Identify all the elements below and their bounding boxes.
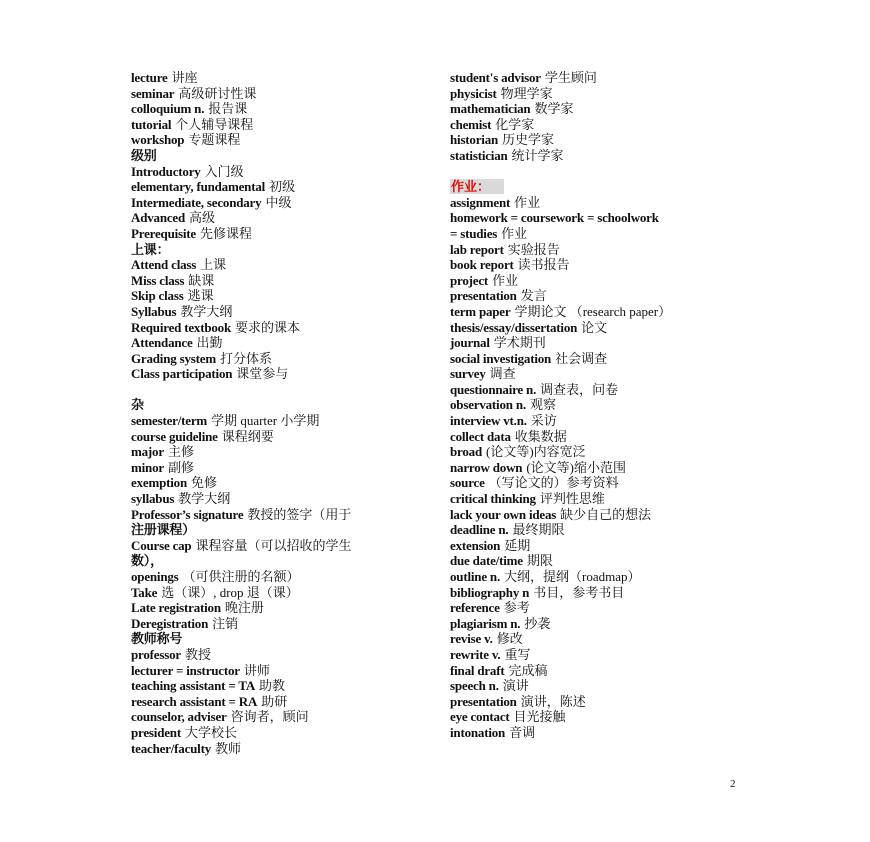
vocab-line <box>131 179 431 195</box>
vocab-line <box>450 569 750 585</box>
vocab-translation: （可供注册的名额） <box>182 569 300 584</box>
vocab-line <box>450 179 750 195</box>
vocab-line <box>450 616 750 632</box>
vocab-line <box>450 320 750 336</box>
vocab-line <box>131 117 431 133</box>
vocab-term: professor <box>131 646 181 662</box>
vocab-line <box>450 694 750 710</box>
vocab-term: 教师称号 <box>131 631 183 647</box>
vocab-translation: 晚注册 <box>224 600 264 616</box>
vocab-line <box>450 351 750 367</box>
vocab-line <box>450 242 750 258</box>
vocab-translation: 作业 <box>492 272 519 288</box>
vocab-line <box>131 101 431 117</box>
vocab-line <box>131 288 431 304</box>
vocab-line <box>450 101 750 117</box>
vocab-translation: 中级 <box>265 194 292 210</box>
vocab-term: workshop <box>131 132 185 148</box>
vocab-term: teacher/faculty <box>131 740 212 756</box>
vocab-translation: 最终期限 <box>512 522 565 538</box>
vocab-line <box>131 678 431 694</box>
vocab-term: observation n. <box>450 397 526 413</box>
vocab-term: chemist <box>450 116 492 132</box>
vocab-line <box>131 132 431 148</box>
vocab-translation: 缺少自己的想法 <box>560 506 652 522</box>
vocabulary-column-right <box>450 70 750 741</box>
vocab-term: extension <box>450 537 501 553</box>
vocab-line <box>450 86 750 102</box>
vocab-line <box>131 366 431 382</box>
vocab-line <box>131 382 431 398</box>
vocab-term: Prerequisite <box>131 225 196 241</box>
vocab-line <box>450 553 750 569</box>
vocab-line <box>450 444 750 460</box>
vocab-translation: 修改 <box>496 631 523 647</box>
vocab-line <box>131 397 431 413</box>
vocab-line <box>131 413 431 429</box>
vocab-translation: 社会调查 <box>555 350 608 366</box>
vocab-term: revise v. <box>450 631 493 647</box>
vocab-term: colloquium n. <box>131 101 205 117</box>
vocab-translation: 实验报告 <box>507 241 560 257</box>
vocab-line <box>450 397 750 413</box>
vocab-translation: 发言 <box>520 288 547 304</box>
vocab-term: social investigation <box>450 350 552 366</box>
vocab-translation: 上课 <box>200 257 227 273</box>
vocab-term: Introductory <box>131 163 201 179</box>
vocab-translation: 教师 <box>215 740 242 756</box>
vocab-term: Intermediate, secondary <box>131 194 262 210</box>
vocab-translation: 助教 <box>259 678 286 694</box>
vocab-translation: 书目，参考书目 <box>533 584 625 600</box>
vocab-translation: 先修课程 <box>200 225 253 241</box>
vocab-line <box>450 522 750 538</box>
vocab-line <box>131 725 431 741</box>
vocab-line <box>131 507 431 523</box>
vocab-term: lack your own ideas <box>450 506 557 522</box>
vocab-translation: 咨询者，顾问 <box>230 709 309 725</box>
vocab-translation: （写论文的）参考资料 <box>488 475 619 491</box>
vocab-line <box>450 70 750 86</box>
vocab-term: seminar <box>131 85 175 101</box>
vocab-translation: 延期 <box>504 537 531 553</box>
vocab-line <box>450 725 750 741</box>
vocab-translation: (论文等)内容宽泛 <box>486 444 586 460</box>
vocab-term: Deregistration <box>131 615 209 631</box>
vocab-term: term paper <box>450 303 511 319</box>
vocab-term: 杂 <box>131 397 144 413</box>
vocab-term: questionnaire n. <box>450 381 537 397</box>
vocab-translation: 学期 quarter 小学期 <box>211 413 320 429</box>
vocab-translation: 出勤 <box>196 335 223 351</box>
vocab-translation: 重写 <box>504 646 531 662</box>
vocab-translation: 作业 <box>514 194 541 210</box>
vocab-line <box>450 475 750 491</box>
vocab-translation: 高级 <box>189 210 216 226</box>
vocab-translation: 专题课程 <box>188 132 241 148</box>
vocab-term: outline n. <box>450 569 501 584</box>
vocab-line <box>131 86 431 102</box>
vocab-translation: 学术期刊 <box>493 335 546 351</box>
vocab-line <box>450 429 750 445</box>
vocab-term: physicist <box>450 85 497 101</box>
vocab-translation: 课程容量（可以招收的学生 <box>195 537 352 553</box>
vocab-term: source <box>450 475 485 491</box>
vocab-line <box>131 164 431 180</box>
vocab-term: openings <box>131 569 179 584</box>
vocab-translation: 读书报告 <box>517 257 570 273</box>
vocab-translation: 化学家 <box>495 116 535 132</box>
vocab-term: final draft <box>450 662 505 678</box>
vocab-translation: (论文等)缩小范围 <box>526 459 626 475</box>
vocab-line <box>450 413 750 429</box>
vocab-line <box>131 148 431 164</box>
vocab-line <box>131 444 431 460</box>
vocab-term: Attend class <box>131 257 197 273</box>
vocab-translation: 物理学家 <box>500 85 553 101</box>
vocab-line <box>131 242 431 258</box>
vocab-line <box>131 741 431 757</box>
vocab-line <box>450 709 750 725</box>
vocab-line <box>131 429 431 445</box>
vocab-translation: 课程纲要 <box>221 428 274 444</box>
vocab-term: counselor, adviser <box>131 709 227 725</box>
vocab-translation: 课堂参与 <box>236 366 289 382</box>
vocab-term: Professor’s signature <box>131 506 244 522</box>
vocab-line <box>450 631 750 647</box>
vocab-line <box>131 257 431 273</box>
vocab-term: Advanced <box>131 210 186 226</box>
vocab-term: lecture <box>131 70 168 85</box>
vocab-line <box>131 663 431 679</box>
vocab-term: historian <box>450 132 499 148</box>
vocab-term: Attendance <box>131 335 193 351</box>
vocab-term: teaching assistant = TA <box>131 678 256 694</box>
vocab-line <box>450 226 750 242</box>
vocab-translation: 历史学家 <box>502 132 555 148</box>
vocab-line <box>450 647 750 663</box>
vocab-line <box>131 335 431 351</box>
vocab-line <box>450 538 750 554</box>
vocab-translation: 完成稿 <box>508 662 548 678</box>
vocab-line <box>450 210 750 226</box>
vocab-term: critical thinking <box>450 491 536 507</box>
vocab-translation: 抄袭 <box>524 615 551 631</box>
vocab-term: interview vt.n. <box>450 413 527 429</box>
vocab-term: homework = coursework = schoolwork <box>450 210 659 226</box>
vocab-translation: 打分体系 <box>219 350 272 366</box>
vocab-translation: 演讲 <box>502 678 529 694</box>
vocab-term: tutorial <box>131 116 172 132</box>
vocab-translation: 调查 <box>489 366 516 382</box>
vocab-translation: 选（课）, drop 退（课） <box>161 584 299 600</box>
vocab-line <box>450 117 750 133</box>
vocab-term: Syllabus <box>131 303 177 319</box>
vocab-line <box>131 210 431 226</box>
vocab-line <box>450 663 750 679</box>
vocab-line <box>131 304 431 320</box>
vocab-translation: 入门级 <box>204 163 244 179</box>
vocab-line <box>450 164 750 180</box>
vocab-translation: 主修 <box>167 444 194 460</box>
vocab-line <box>131 709 431 725</box>
vocab-term: 级别 <box>131 147 157 163</box>
vocab-term: Grading system <box>131 350 216 366</box>
vocab-translation: 初级 <box>269 179 296 195</box>
vocab-line <box>131 569 431 585</box>
vocab-line <box>450 148 750 164</box>
vocab-translation: 高级研讨性课 <box>178 85 257 101</box>
vocab-term: narrow down <box>450 459 523 475</box>
vocab-term: major <box>131 444 164 460</box>
vocab-translation: 参考 <box>503 600 530 616</box>
vocab-line <box>450 195 750 211</box>
vocab-translation: 要求的课本 <box>235 319 301 335</box>
vocab-term: bibliography n <box>450 584 530 600</box>
vocab-term: mathematician <box>450 101 531 117</box>
vocab-term: course guideline <box>131 428 218 444</box>
vocab-line <box>450 382 750 398</box>
vocab-translation: 讲师 <box>243 662 270 678</box>
vocab-term: Course cap <box>131 537 192 553</box>
vocab-translation: 演讲，陈述 <box>520 693 586 709</box>
vocab-translation: 副修 <box>167 459 194 475</box>
vocab-translation: 作业 <box>501 225 528 241</box>
vocab-line <box>131 491 431 507</box>
vocab-term: Class participation <box>131 366 233 382</box>
vocab-term: research assistant = RA <box>131 693 258 709</box>
vocab-translation: 学期论文 （research paper） <box>514 303 672 319</box>
vocab-term: book report <box>450 257 514 273</box>
vocab-line <box>450 585 750 601</box>
vocab-translation: 收集数据 <box>514 428 567 444</box>
vocab-line <box>131 694 431 710</box>
vocabulary-column-left <box>131 70 431 756</box>
vocab-translation: 采访 <box>530 413 557 429</box>
vocab-line <box>450 304 750 320</box>
vocab-translation: 教学大纲 <box>178 491 231 507</box>
vocab-line <box>131 538 431 554</box>
vocab-line <box>131 631 431 647</box>
vocab-term: lecturer = instructor <box>131 662 240 678</box>
vocab-translation: 学生顾问 <box>544 70 597 85</box>
vocab-term: 注册课程） <box>131 522 196 538</box>
vocab-term: collect data <box>450 428 511 444</box>
vocab-translation: 目光接触 <box>513 709 566 725</box>
vocab-line <box>450 460 750 476</box>
vocab-term: minor <box>131 459 164 475</box>
vocab-term: presentation <box>450 288 517 304</box>
vocab-translation: 音调 <box>509 724 536 740</box>
vocab-term: student's advisor <box>450 70 541 85</box>
vocab-term: intonation <box>450 724 506 740</box>
vocab-line <box>450 366 750 382</box>
vocab-line <box>450 273 750 289</box>
vocab-term: Late registration <box>131 600 221 616</box>
vocab-term: due date/time <box>450 553 523 569</box>
vocab-term: Take <box>131 584 158 600</box>
vocab-line <box>131 475 431 491</box>
vocab-term: Miss class <box>131 272 185 288</box>
vocab-line <box>131 226 431 242</box>
vocab-term: journal <box>450 335 490 351</box>
vocab-line <box>131 195 431 211</box>
vocab-term: thesis/essay/dissertation <box>450 319 578 335</box>
vocab-translation: 逃课 <box>187 288 214 304</box>
vocab-translation: 论文 <box>581 319 608 335</box>
vocab-translation: 教学大纲 <box>180 303 233 319</box>
vocab-line <box>450 132 750 148</box>
vocab-term: reference <box>450 600 500 616</box>
vocab-translation: 缺课 <box>188 272 215 288</box>
vocab-line <box>450 600 750 616</box>
vocab-translation: 讲座 <box>171 70 198 85</box>
vocab-line <box>450 288 750 304</box>
vocab-term: 上课： <box>131 241 170 257</box>
vocab-term: = studies <box>450 225 498 241</box>
vocab-translation: 数学家 <box>534 101 574 117</box>
vocab-line <box>131 616 431 632</box>
vocab-translation: 报告课 <box>208 101 248 117</box>
vocab-term: deadline n. <box>450 522 509 538</box>
vocab-term: statistician <box>450 147 508 163</box>
vocab-line <box>450 257 750 273</box>
vocab-term: lab report <box>450 241 504 257</box>
vocab-line <box>131 585 431 601</box>
vocab-term: broad <box>450 444 482 460</box>
vocab-term: president <box>131 724 181 740</box>
vocab-term: survey <box>450 366 486 382</box>
vocab-term: 数）， <box>131 553 163 569</box>
vocab-term: semester/term <box>131 413 208 429</box>
vocab-translation: 统计学家 <box>511 147 564 163</box>
vocab-translation: 评判性思维 <box>539 491 605 507</box>
vocab-line <box>131 522 431 538</box>
vocab-line <box>450 507 750 523</box>
vocab-line <box>131 70 431 86</box>
section-heading: 作业： <box>450 179 504 194</box>
vocab-translation: 助研 <box>261 693 288 709</box>
vocab-line <box>131 647 431 663</box>
vocab-line <box>131 460 431 476</box>
vocab-term: Required textbook <box>131 319 232 335</box>
vocab-line <box>131 553 431 569</box>
vocab-term: assignment <box>450 194 511 210</box>
vocab-term: exemption <box>131 475 187 491</box>
vocab-term: presentation <box>450 693 517 709</box>
vocab-line <box>131 351 431 367</box>
vocab-term: plagiarism n. <box>450 615 521 631</box>
vocab-line <box>131 600 431 616</box>
vocab-translation: 教授的签字（用于 <box>247 506 352 522</box>
vocab-translation: 期限 <box>526 553 553 569</box>
vocab-term: project <box>450 272 489 288</box>
vocab-line <box>450 491 750 507</box>
vocab-line <box>131 320 431 336</box>
vocab-translation: 教授 <box>184 646 211 662</box>
vocab-term: rewrite v. <box>450 646 501 662</box>
vocab-term: elementary, fundamental <box>131 179 266 195</box>
vocab-translation: 免修 <box>190 475 217 491</box>
page-number: 2 <box>730 778 736 790</box>
vocab-term: eye contact <box>450 709 510 725</box>
vocab-translation: 调查表，问卷 <box>540 381 619 397</box>
vocab-translation: 注销 <box>212 615 239 631</box>
vocab-line <box>131 273 431 289</box>
vocab-term: syllabus <box>131 491 175 507</box>
vocab-line <box>450 678 750 694</box>
vocab-translation: 大学校长 <box>184 724 237 740</box>
vocab-translation: 观察 <box>529 397 556 413</box>
vocab-translation: 大纲，提纲（roadmap） <box>504 569 641 584</box>
vocab-term: Skip class <box>131 288 184 304</box>
vocab-term: speech n. <box>450 678 499 694</box>
vocab-translation: 个人辅导课程 <box>175 116 254 132</box>
vocab-line <box>450 335 750 351</box>
